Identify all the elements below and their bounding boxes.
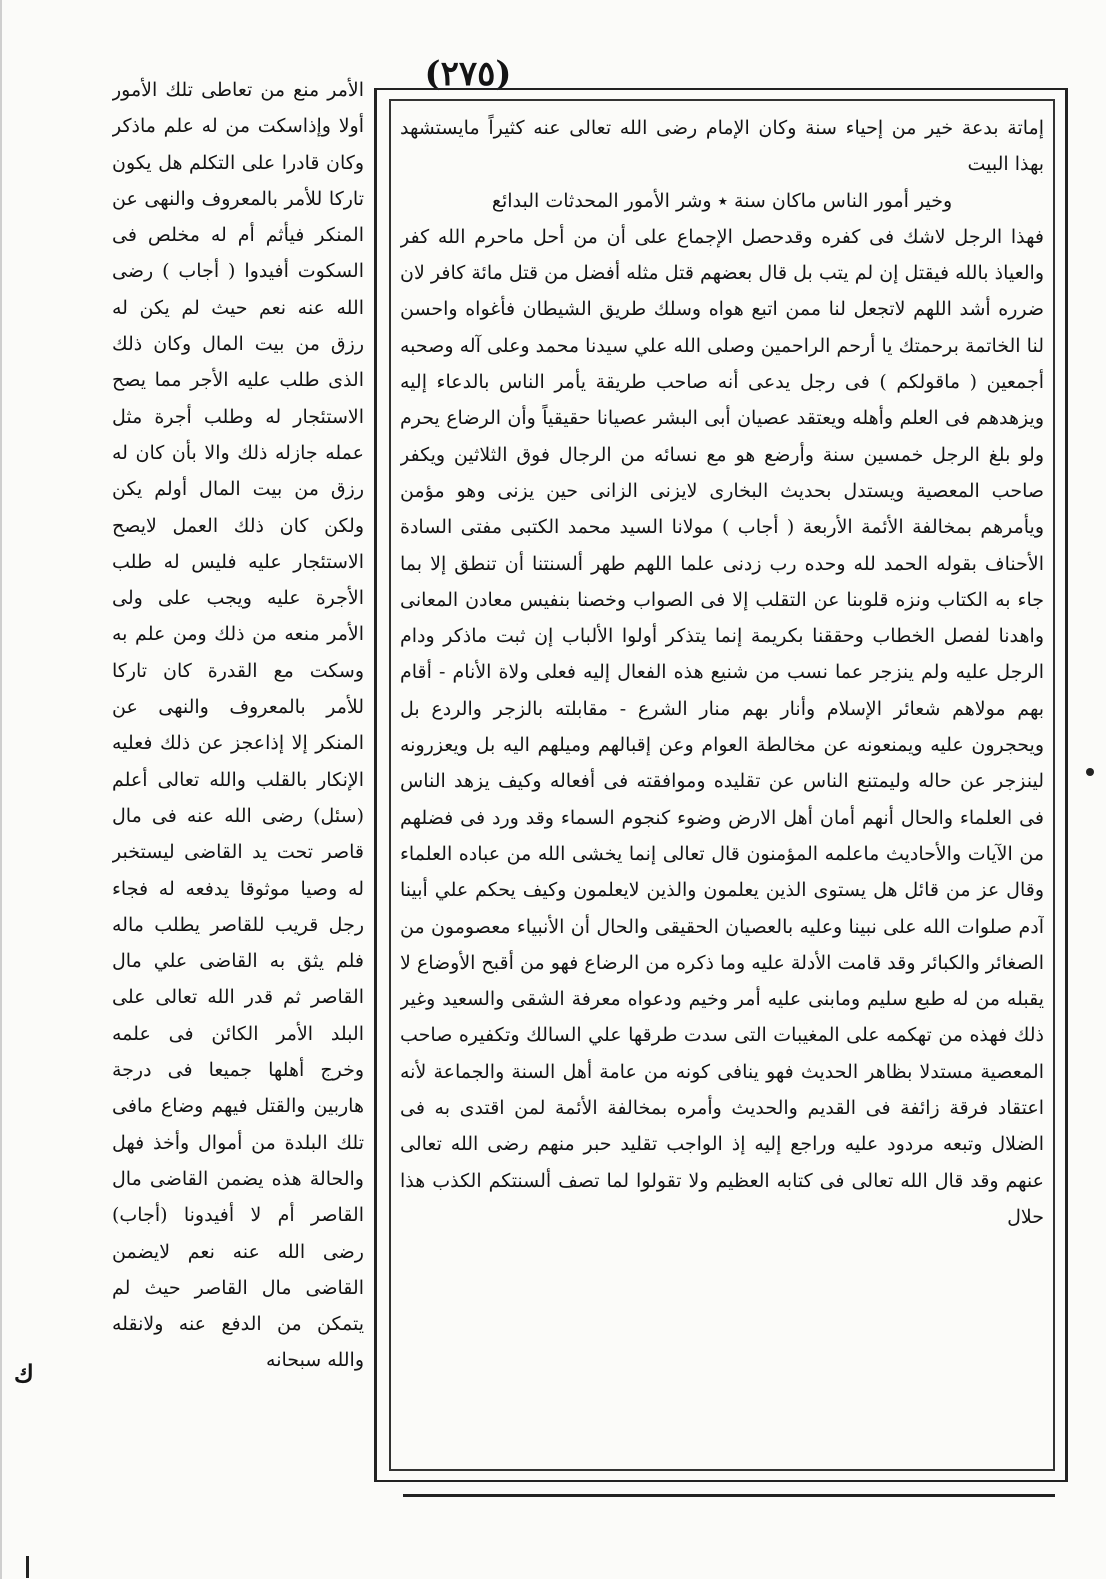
- binding-dot-mark: [1086, 768, 1094, 776]
- page-number: (٢٧٥): [424, 54, 512, 94]
- main-body-paragraph: فهذا الرجل لاشك فى كفره وقدحصل الإجماع على أن من أحل ماحرم الله كفر والعياذ بالله فيقتل إن لم يتب بل قال بعضهم قتل مثله أفضل من قتل مائة كافر لان ضرره أشد اللهم لاتجعل لنا ممن اتبع هواه وسلك طريق الشيطان فأغواه واحسن لنا الخاتمة برحمتك يا أرحم الراحمين وصلى الله علي سيدنا محمد وعلى آله وصحبه أجمعين ( ماقولكم ) فى رجل يدعى أنه صاحب طريقة يأمر الناس بالدعاء إليه ويزهدهم فى العلم وأهله ويعتقد عصيان أبى البشر عصيانا حقيقياً وأن الرضاع يحرم ولو بلغ الرجل خمسين سنة وأرضع هو مع نسائه من الرجال فوق الثلاثين ويكفر صاحب المعصية ويستدل بحديث البخارى لايزنى الزانى حين يزنى وهو مؤمن ويأمرهم بمخالفة الأئمة الأربعة ( أجاب ) مولانا السيد محمد الكتبى مفتى السادة الأحناف بقوله الحمد لله وحده رب زدنى علما اللهم طهر ألسنتنا أن تنطق إلا بما جاء به الكتاب ونزه قلوبنا عن التقلب إلا فى الصواب وخصنا بنفيس معادن المعانى واهدنا لفصل الخطاب وحققنا بكريمة إنما يتذكر أولوا الألباب إن ثبت ماذكر ودام الرجل عليه ولم ينزجر عما نسب من شنيع هذه الفعال إليه فعلى ولاة الأنام - أقام بهم مولاهم شعائر الإسلام وأنار بهم منار الشرع - مقابلته بالزجر والردع بل ويحجرون عليه ويمنعونه عن مخالطة العوام وعن إقبالهم وميلهم اليه بل ويعزرونه لينزجر عن حاله وليمتنع الناس عن تقليده وموافقته فى أفعاله وكيف يزهد الناس فى العلماء والحال أنهم أمان أهل الارض وضوء كنجوم السماء وقد ورد فى فضلهم من الآيات والأحاديث ماعلمه المؤمنون قال تعالى إنما يخشى الله من عباده العلماء وقال عز من قائل هل يستوى الذين يعلمون والذين لايعلمون وكيف يحكم علي أبينا آدم صلوات الله على نبينا وعليه بالعصيان الحقيقى والحال أن الأنبياء معصومون من الصغائر والكبائر وقد قامت الأدلة عليه وما ذكره من الرضاع فهو من أقبح الأوضاع لا يقبله من له طبع سليم ومابنى عليه أمر وخيم ودعواه معرفة الشقى والسعيد وغير ذلك فهذه من تهكمه على المغيبات التى سدت طرقها علي السالك وتكفيره صاحب المعصية مستدلا بظاهر الحديث فهو ينافى كونه من عامة أهل السنة والجماعة لأنه اعتقاد فرقة زائفة فى القديم والحديث وأمره بمخالفة الأئمة لمن اقتدى به فى الضلال وتبعه مردود عليه وراجع إليه إذ الواجب تقليد حبر منهم رضى الله تعالى عنهم وقد قال الله تعالى فى كتابه العظيم ولا تقولوا لما تصف ألسنتكم الكذب هذا حلال: [400, 225, 1044, 1228]
- bottom-rule: [403, 1494, 1055, 1497]
- main-text-column: [400, 110, 1044, 1468]
- margin-text-column: [112, 72, 364, 1512]
- margin-body-paragraph: الأمر منع من تعاطى تلك الأمور أولا وإذاسكت من له علم ماذكر وكان قادرا على التكلم هل يكون تاركا للأمر بالمعروف والنهى عن المنكر فيأثم أم له مخلص فى السكوت أفيدوا ( أجاب ) رضى الله عنه نعم حيث لم يكن له رزق من بيت المال وكان ذلك الذى طلب عليه الأجر مما يصح الاستئجار له وطلب أجرة مثل عمله جازله ذلك والا بأن كان له رزق من بيت المال أولم يكن ولكن كان ذلك العمل لايصح الاستئجار عليه فليس له طلب الأجرة عليه ويجب على ولى الأمر منعه من ذلك ومن علم به وسكت مع القدرة كان تاركا للأمر بالمعروف والنهى عن المنكر إلا إذاعجز عن ذلك فعليه الإنكار بالقلب والله تعالى أعلم (سئل) رضى الله عنه فى مال قاصر تحت يد القاضى ليستخبر له وصيا موثوقا يدفعه له فجاء رجل قريب للقاصر يطلب ماله فلم يثق به القاضى علي مال القاصر ثم قدر الله تعالى على البلد الأمر الكائن فى علمه وخرج أهلها جميعا فى درجة هاربين والقتل فيهم وضاع مافى تلك البلدة من أموال وأخذ فهل والحالة هذه يضمن القاضى مال القاصر أم لا أفيدونا (أجاب) رضى الله عنه نعم لايضمن القاضى مال القاصر حيث لم يتمكن من الدفع عنه ولانقله والله سبحانه: [112, 79, 364, 1372]
- margin-bracket-mark: ك: [14, 1359, 34, 1388]
- poetry-verse: وخير أمور الناس ماكان سنة ٭ وشر الأمور المحدثات البدائع: [491, 189, 953, 212]
- main-intro-paragraph: إماتة بدعة خير من إحياء سنة وكان الإمام رضى الله تعالى عنه كثيراً مايستشهد بهذا البيت: [400, 117, 1044, 176]
- bottom-edge-mark: [26, 1556, 29, 1578]
- page-edge-shadow: [0, 0, 2, 1579]
